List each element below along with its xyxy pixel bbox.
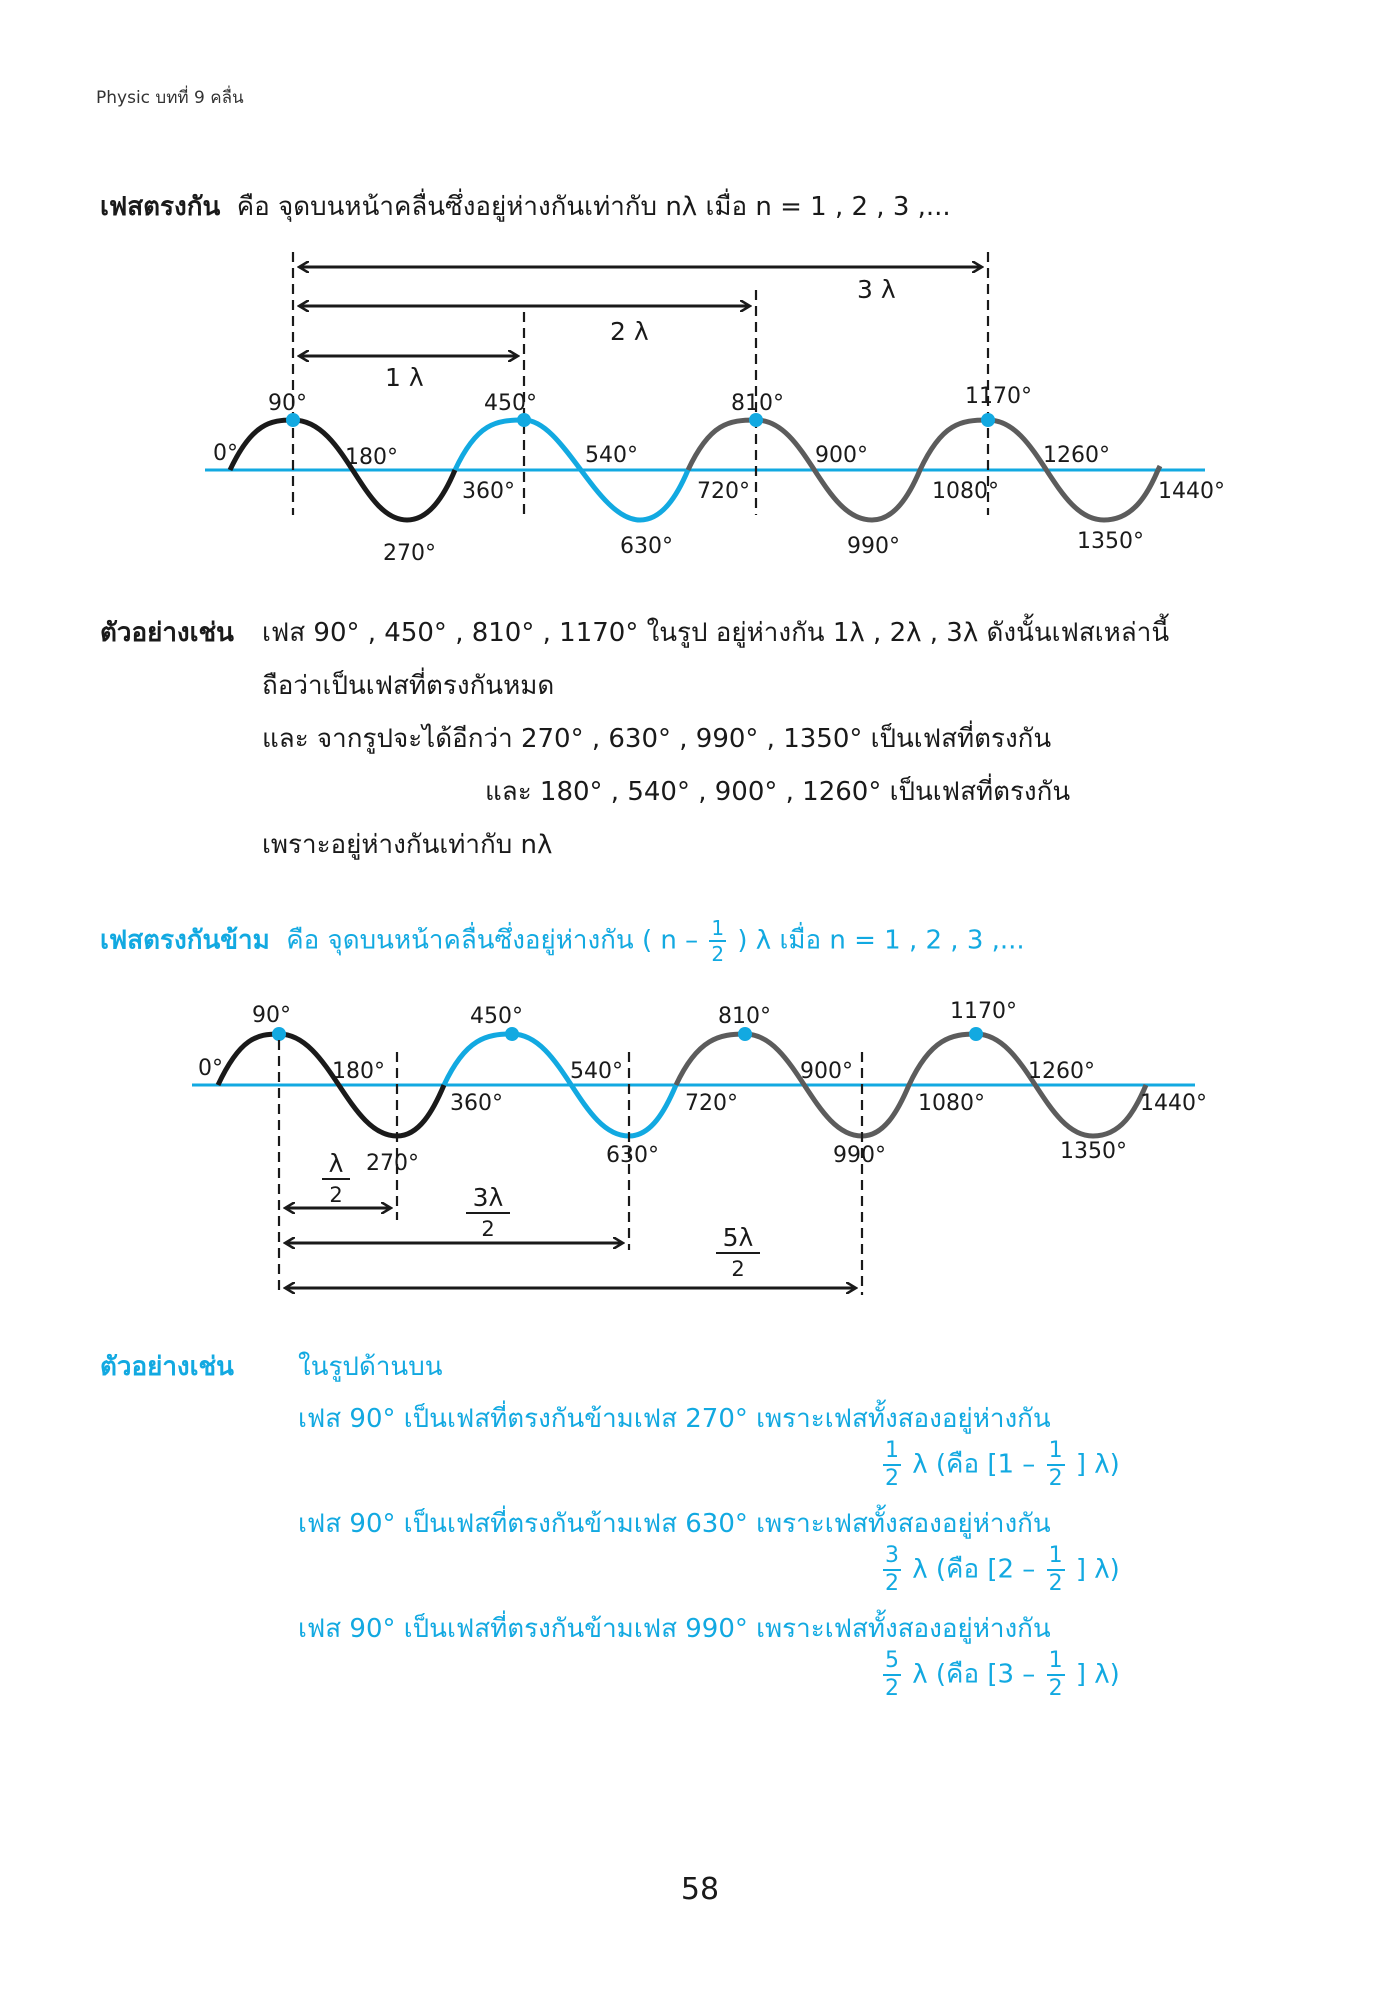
fraction-numerator: 5λ xyxy=(722,1223,754,1252)
fraction-5-half-lambda xyxy=(716,1223,760,1281)
distance-expression: λ (คือ [3 – xyxy=(912,1659,1036,1690)
antiphase-diagram xyxy=(0,990,1400,1310)
example1-line1: เฟส 90° , 450° , 810° , 1170° ในรูป อยู่ห่างกัน 1λ , 2λ , 3λ ดังนั้นเฟสเหล่านี้ xyxy=(262,618,1170,648)
phase-label-90: 90° xyxy=(268,391,307,416)
phase-label-1440: 1440° xyxy=(1140,1091,1207,1116)
example2-label: ตัวอย่างเช่น xyxy=(100,1352,234,1382)
coefficient-fraction xyxy=(883,1650,901,1700)
phase-label-1170: 1170° xyxy=(965,384,1032,409)
label-2-lambda: 2 λ xyxy=(610,317,649,346)
example2-item1-distance xyxy=(880,1440,1120,1490)
section2-line xyxy=(100,918,1025,964)
distance-expression: λ (คือ [2 – xyxy=(912,1554,1036,1585)
phase-label-990: 990° xyxy=(833,1143,886,1168)
phase-label-1440: 1440° xyxy=(1158,479,1225,504)
fraction-numerator: λ xyxy=(328,1149,344,1178)
fraction-numerator: 5 xyxy=(883,1650,901,1676)
phase-label-270: 270° xyxy=(383,541,436,566)
point-810 xyxy=(738,1027,752,1041)
section1-definition: คือ จุดบนหน้าคลื่นซึ่งอยู่ห่างกันเท่ากับ nλ เมื่อ n = 1 , 2 , 3 ,... xyxy=(236,192,951,222)
phase-label-360: 360° xyxy=(450,1091,503,1116)
point-1170 xyxy=(969,1027,983,1041)
fraction-numerator: 1 xyxy=(883,1440,901,1466)
distance-expression-tail: ] λ) xyxy=(1075,1659,1120,1690)
point-90 xyxy=(272,1027,286,1041)
phase-label-180: 180° xyxy=(345,445,398,470)
phase-label-1080: 1080° xyxy=(932,479,999,504)
fraction-numerator: 3λ xyxy=(472,1183,504,1212)
phase-label-900: 900° xyxy=(800,1059,853,1084)
point-1170 xyxy=(981,413,995,427)
phase-label-630: 630° xyxy=(620,534,673,559)
fraction-denominator: 2 xyxy=(885,1571,899,1596)
phase-label-450: 450° xyxy=(484,391,537,416)
example2-item3-text: เฟส 90° เป็นเฟสที่ตรงกันข้ามเฟส 990° เพราะเฟสทั้งสองอยู่ห่างกัน xyxy=(298,1614,1051,1644)
example1-line4: และ 180° , 540° , 900° , 1260° เป็นเฟสที่ตรงกัน xyxy=(485,777,1071,807)
example1-line2: ถือว่าเป็นเฟสที่ตรงกันหมด xyxy=(262,671,555,701)
phase-label-1350: 1350° xyxy=(1077,529,1144,554)
phase-label-450: 450° xyxy=(470,1004,523,1029)
fraction-numerator: 1 xyxy=(1047,1650,1065,1676)
label-3-lambda: 3 λ xyxy=(857,275,896,304)
phase-label-1260: 1260° xyxy=(1043,443,1110,468)
phase-label-810: 810° xyxy=(731,391,784,416)
section1-term: เฟสตรงกัน xyxy=(100,192,221,222)
section2-definition-b: ) λ เมื่อ n = 1 , 2 , 3 ,... xyxy=(737,925,1025,956)
fraction-denominator: 2 xyxy=(885,1466,899,1491)
section2-term: เฟสตรงกันข้าม xyxy=(100,925,270,956)
distance-expression-tail: ] λ) xyxy=(1075,1554,1120,1585)
phase-label-1080: 1080° xyxy=(918,1091,985,1116)
fraction-denominator: 2 xyxy=(1048,1571,1063,1596)
example1-line5: เพราะอยู่ห่างกันเท่ากับ nλ xyxy=(262,830,553,860)
phase-label-90: 90° xyxy=(252,1003,291,1028)
distance-expression-tail: ] λ) xyxy=(1075,1449,1120,1480)
fraction-denominator: 2 xyxy=(329,1183,343,1207)
phase-label-270: 270° xyxy=(366,1151,419,1176)
phase-label-1350: 1350° xyxy=(1060,1139,1127,1164)
fraction-3-half-lambda xyxy=(466,1183,510,1241)
phase-label-180: 180° xyxy=(332,1059,385,1084)
example2-intro: ในรูปด้านบน xyxy=(298,1352,443,1382)
phase-label-720: 720° xyxy=(697,479,750,504)
section2-half-fraction xyxy=(709,918,726,964)
phase-label-900: 900° xyxy=(815,443,868,468)
phase-label-1170: 1170° xyxy=(950,999,1017,1024)
in-phase-diagram xyxy=(0,240,1400,570)
fraction-half-lambda xyxy=(322,1149,350,1207)
phase-label-0: 0° xyxy=(198,1056,223,1081)
point-450 xyxy=(505,1027,519,1041)
half-fraction xyxy=(1047,1650,1065,1700)
fraction-numerator: 1 xyxy=(1047,1545,1065,1571)
section2-definition-a: คือ จุดบนหน้าคลื่นซึ่งอยู่ห่างกัน ( n – xyxy=(286,925,699,956)
fraction-denominator: 2 xyxy=(711,942,725,966)
phase-label-630: 630° xyxy=(606,1143,659,1168)
page-number: 58 xyxy=(680,1872,720,1907)
phase-label-0: 0° xyxy=(213,441,238,466)
example1-line3: และ จากรูปจะได้อีกว่า 270° , 630° , 990° , 1350° เป็นเฟสที่ตรงกัน xyxy=(262,724,1052,754)
phase-label-540: 540° xyxy=(570,1059,623,1084)
example2-item2-distance xyxy=(880,1545,1120,1595)
phase-label-810: 810° xyxy=(718,1004,771,1029)
fraction-numerator: 1 xyxy=(1047,1440,1065,1466)
phase-label-360: 360° xyxy=(462,479,515,504)
fraction-denominator: 2 xyxy=(731,1257,745,1281)
coefficient-fraction xyxy=(883,1440,901,1490)
distance-expression: λ (คือ [1 – xyxy=(912,1449,1036,1480)
phase-label-720: 720° xyxy=(685,1091,738,1116)
half-fraction xyxy=(1047,1440,1065,1490)
fraction-numerator: 1 xyxy=(711,916,725,940)
example2-item3-distance xyxy=(880,1650,1120,1700)
phase-label-990: 990° xyxy=(847,534,900,559)
coefficient-fraction xyxy=(883,1545,901,1595)
fraction-denominator: 2 xyxy=(481,1217,495,1241)
fraction-numerator: 3 xyxy=(883,1545,901,1571)
section1-line xyxy=(100,186,951,227)
fraction-denominator: 2 xyxy=(885,1676,899,1701)
phase-label-1260: 1260° xyxy=(1028,1059,1095,1084)
page-header: Physic บทที่ 9 คลื่น xyxy=(96,88,244,108)
example2-item2-text: เฟส 90° เป็นเฟสที่ตรงกันข้ามเฟส 630° เพราะเฟสทั้งสองอยู่ห่างกัน xyxy=(298,1509,1051,1539)
label-1-lambda: 1 λ xyxy=(385,363,424,392)
phase-label-540: 540° xyxy=(585,443,638,468)
example1-label: ตัวอย่างเช่น xyxy=(100,618,234,648)
fraction-denominator: 2 xyxy=(1048,1676,1063,1701)
fraction-denominator: 2 xyxy=(1048,1466,1063,1491)
example2-item1-text: เฟส 90° เป็นเฟสที่ตรงกันข้ามเฟส 270° เพราะเฟสทั้งสองอยู่ห่างกัน xyxy=(298,1404,1051,1434)
half-fraction xyxy=(1047,1545,1065,1595)
